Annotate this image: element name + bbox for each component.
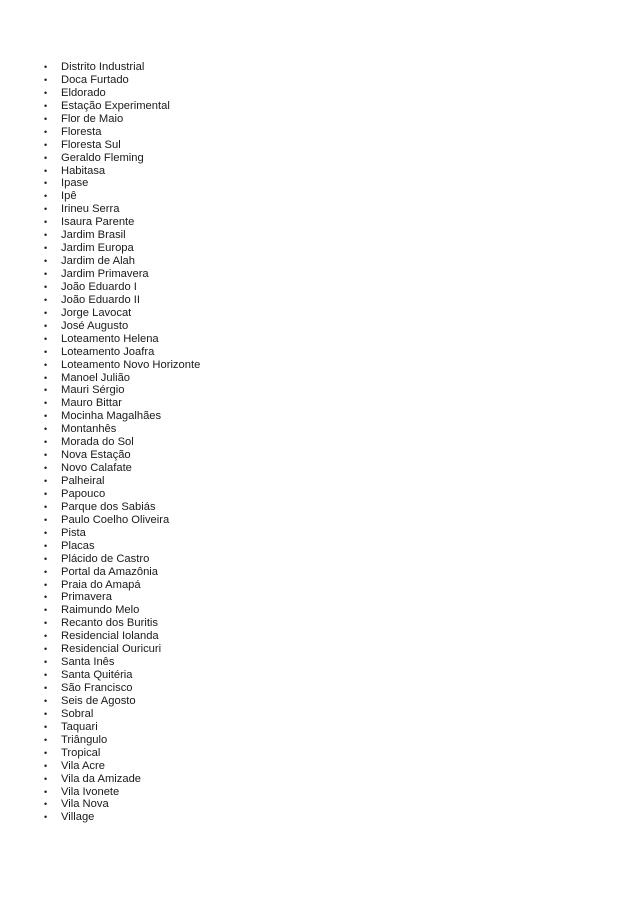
bullet-icon: • (44, 450, 48, 461)
list-item-text: Loteamento Novo Horizonte (61, 358, 201, 371)
list-item-text: Vila da Amizade (61, 772, 142, 785)
bullet-icon: • (44, 721, 48, 732)
bullet-icon: • (44, 204, 48, 215)
list-item-text: Primavera (61, 591, 112, 604)
list-item-text: Morada do Sol (61, 436, 134, 449)
bullet-icon: • (44, 411, 48, 422)
bullet-icon: • (44, 178, 48, 189)
bullet-icon: • (44, 605, 48, 616)
list-item-text: Plácido de Castro (61, 552, 150, 565)
bullet-icon: • (44, 320, 48, 331)
bullet-icon: • (44, 579, 48, 590)
bullet-icon: • (44, 139, 48, 150)
list-item-text: João Eduardo II (61, 293, 140, 306)
list-item-text: Vila Ivonete (61, 785, 120, 798)
bullet-icon: • (44, 540, 48, 551)
list-item-text: Palheiral (61, 475, 105, 487)
list-item-text: José Augusto (61, 319, 129, 332)
bullet-icon: • (44, 553, 48, 564)
bullet-icon: • (44, 760, 48, 771)
list-item-text: Raimundo Melo (61, 604, 140, 617)
list-item-text: Manoel Julião (61, 371, 131, 384)
list-item-text: João Eduardo I (61, 280, 137, 293)
bullet-icon: • (44, 695, 48, 706)
bullet-icon: • (44, 100, 48, 111)
bullet-icon: • (44, 333, 48, 344)
bullet-icon: • (44, 307, 48, 318)
list-item-text: Tropical (61, 746, 101, 759)
list-item-text: Geraldo Fleming (61, 151, 144, 164)
list-item-text: Residencial Iolanda (61, 630, 159, 643)
bullet-icon: • (44, 501, 48, 512)
bullet-icon: • (44, 359, 48, 370)
list-item-text: Montanhês (61, 423, 117, 436)
bullet-icon: • (44, 385, 48, 396)
list-item-text: Jardim de Alah (61, 255, 136, 268)
list-item-text: Nova Estação (61, 449, 131, 462)
list-item-text: Mocinha Magalhães (61, 410, 162, 423)
list-item-text: Jorge Lavocat (61, 306, 132, 319)
list-item-text: Novo Calafate (61, 462, 132, 475)
list-item-text: Portal da Amazônia (61, 565, 159, 578)
list-item-text: Residencial Ouricuri (61, 643, 162, 656)
bullet-icon: • (44, 799, 48, 810)
list-item-text: Jardim Primavera (61, 268, 149, 280)
bullet-icon: • (44, 191, 48, 202)
list-item-text: Placas (61, 539, 95, 552)
bullet-icon: • (44, 786, 48, 797)
list-item-text: Floresta (61, 125, 102, 138)
bullet-icon: • (44, 372, 48, 383)
list-item-text: Mauro Bittar (61, 397, 122, 410)
list-item-text: Seis de Agosto (61, 694, 136, 707)
list-item-text: Loteamento Joafra (61, 345, 155, 358)
bullet-icon: • (44, 708, 48, 719)
bullet-icon: • (44, 74, 48, 85)
bullet-icon: • (44, 747, 48, 758)
list-item-text: Ipase (61, 177, 89, 190)
list-item-text: Vila Acre (61, 759, 105, 772)
bullet-icon: • (44, 657, 48, 668)
bullet-icon: • (44, 463, 48, 474)
bullet-icon: • (44, 217, 48, 228)
list-item-text: Floresta Sul (61, 138, 121, 151)
bullet-icon: • (44, 734, 48, 745)
list-item-text: Village (61, 811, 95, 824)
bullet-icon: • (44, 812, 48, 823)
list-item-text: Triângulo (61, 733, 108, 746)
bullet-icon: • (44, 113, 48, 124)
list-item-text: Isaura Parente (61, 216, 135, 229)
bullet-icon: • (44, 488, 48, 499)
bullet-icon: • (44, 644, 48, 655)
bullet-icon: • (44, 87, 48, 98)
list-item-text: Distrito Industrial (61, 61, 145, 73)
bullet-icon: • (44, 424, 48, 435)
list-item-text: Parque dos Sabiás (61, 500, 156, 513)
list-item-text: Doca Furtado (61, 73, 129, 86)
bullet-icon: • (44, 398, 48, 409)
bullet-icon: • (44, 773, 48, 784)
bullet-icon: • (44, 618, 48, 629)
list-item-text: São Francisco (61, 682, 133, 694)
bullet-icon: • (44, 514, 48, 525)
bullet-icon: • (44, 527, 48, 538)
bullet-icon: • (44, 476, 48, 486)
list-item-text: Sobral (61, 707, 94, 720)
list-item-text: Pista (61, 526, 86, 539)
bullet-icon: • (44, 346, 48, 357)
bullet-icon: • (44, 165, 48, 176)
bullet-icon: • (44, 592, 48, 603)
bullet-icon: • (44, 230, 48, 241)
bullet-icon: • (44, 294, 48, 305)
list-item-text: Mauri Sérgio (61, 384, 125, 397)
list-item-text: Taquari (61, 720, 98, 733)
list-item-text: Papouco (61, 487, 106, 500)
bullet-icon: • (44, 683, 48, 693)
list-item-text: Santa Inês (61, 656, 115, 669)
list-item-text: Santa Quitéria (61, 669, 133, 682)
list-item-text: Flor de Maio (61, 112, 124, 125)
bullet-icon: • (44, 437, 48, 448)
list-item-text: Ipê (61, 190, 77, 203)
bullet-icon: • (44, 566, 48, 577)
list-item-text: Jardim Europa (61, 242, 134, 255)
bullet-icon: • (44, 243, 48, 254)
list-item-text: Estação Experimental (61, 99, 170, 112)
list-item-text: Loteamento Helena (61, 332, 159, 345)
list-item-text: Eldorado (61, 86, 106, 99)
list-item-text: Recanto dos Buritis (61, 617, 159, 630)
bullet-icon: • (44, 256, 48, 267)
list-item-text: Irineu Serra (61, 203, 120, 216)
list-item-text: Praia do Amapá (61, 578, 141, 591)
bullet-icon: • (44, 670, 48, 681)
list-item-text: Paulo Coelho Oliveira (61, 513, 170, 526)
bullet-icon: • (44, 281, 48, 292)
bullet-icon: • (44, 269, 48, 279)
list-item-text: Habitasa (61, 164, 106, 177)
list-item-text: Jardim Brasil (61, 229, 126, 242)
list-item-text: Vila Nova (61, 798, 109, 811)
bullet-icon: • (44, 152, 48, 163)
bullet-icon: • (44, 631, 48, 642)
bullet-icon: • (44, 126, 48, 137)
bullet-icon: • (44, 62, 48, 72)
